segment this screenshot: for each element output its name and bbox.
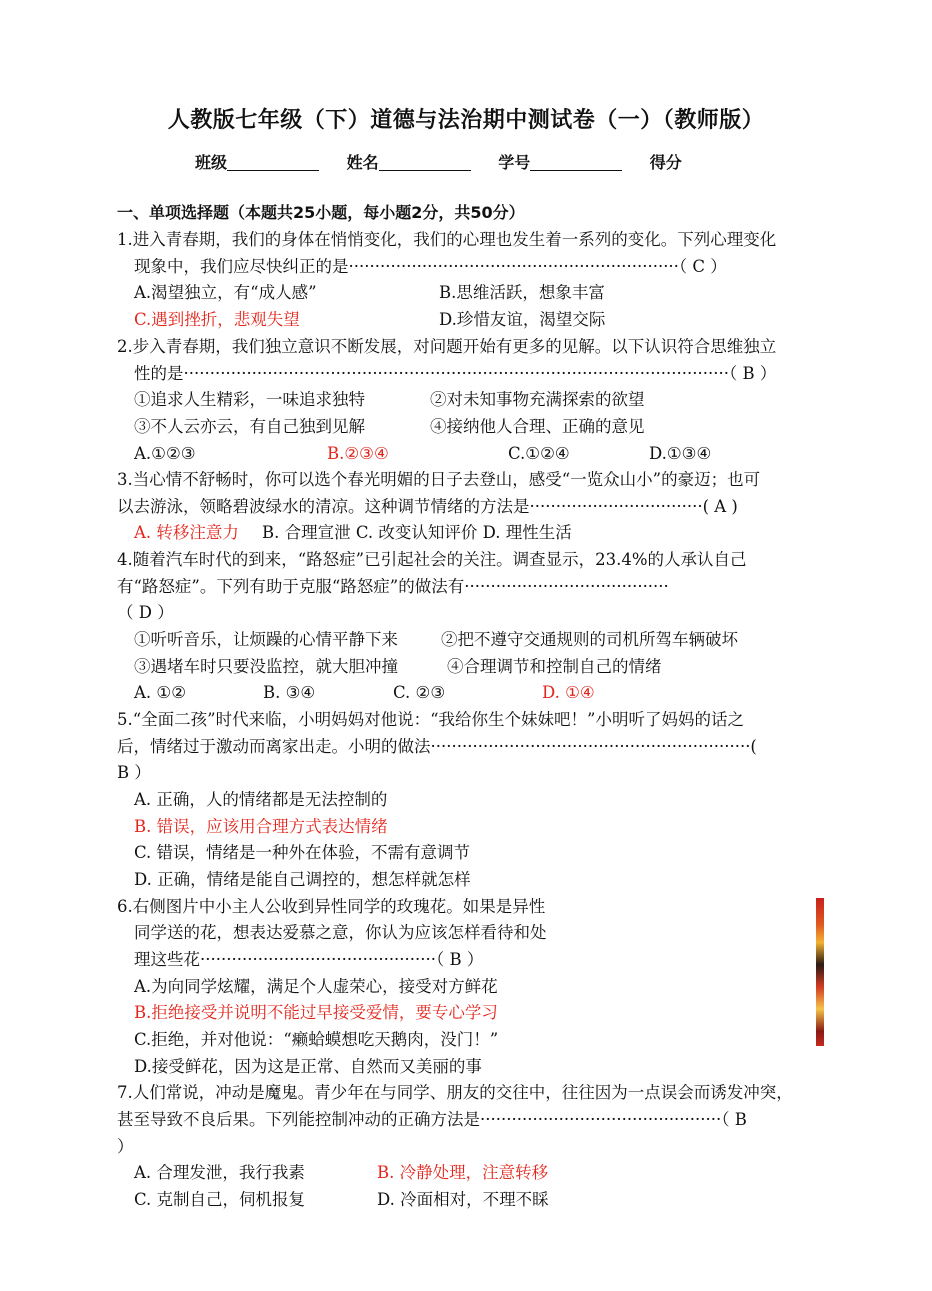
q1-option-c: C.遇到挫折，悲观失望 <box>134 310 300 329</box>
q4-option-d: D. ①④ <box>542 683 595 702</box>
score-label: 得分 <box>649 153 682 172</box>
class-label: 班级 <box>195 153 228 172</box>
q2-option-d: D.①③④ <box>649 444 712 463</box>
q7-answer: ） <box>117 1137 134 1156</box>
q3-option-a: A. 转移注意力 <box>134 523 239 542</box>
section-heading: 一、单项选择题（本题共25小题，每小题2分，共50分） <box>117 203 525 222</box>
q2-option-b: B.②③④ <box>327 444 389 463</box>
q2-statement-4: ④接纳他人合理、正确的意见 <box>430 417 645 436</box>
page-title: 人教版七年级（下）道德与法治期中测试卷（一）（教师版） <box>167 108 765 133</box>
q7-stem-line2: 甚至导致不良后果。下列能控制冲动的正确方法是··············································（ B <box>117 1110 747 1129</box>
q5-option-c: C. 错误，情绪是一种外在体验，不需有意调节 <box>134 843 471 862</box>
q1-option-a: A.渴望独立，有“成人感” <box>134 283 317 302</box>
q6-option-b: B.拒绝接受并说明不能过早接受爱情，要专心学习 <box>134 1003 498 1022</box>
q4-option-b: B. ③④ <box>263 683 316 702</box>
q3-options-rest: B. 合理宣泄 C. 改变认知评价 D. 理性生活 <box>262 523 572 542</box>
id-label: 学号 <box>498 153 531 172</box>
rose-picture <box>816 898 824 1046</box>
q2-stem-line2: 性的是········································································································（ B ） <box>134 364 777 383</box>
q5-option-b: B. 错误，应该用合理方式表达情绪 <box>134 817 388 836</box>
q6-option-a: A.为向同学炫耀，满足个人虚荣心，接受对方鲜花 <box>134 977 498 996</box>
q5-option-a: A. 正确，人的情绪都是无法控制的 <box>134 790 388 809</box>
q7-stem-line1: 7.人们常说，冲动是魔鬼。青少年在与同学、朋友的交往中，往往因为一点误会而诱发冲突， <box>117 1083 793 1102</box>
q6-stem-line2: 同学送的花，想表达爱慕之意，你认为应该怎样看待和处 <box>134 923 547 942</box>
q1-stem-line2: 现象中，我们应尽快纠正的是·······························································（ C ） <box>134 257 727 276</box>
q6-stem-line1: 6.右侧图片中小主人公收到异性同学的玫瑰花。如果是异性 <box>117 897 546 916</box>
q2-statement-3: ③不人云亦云，有自己独到见解 <box>134 417 365 436</box>
q5-answer: B ） <box>117 763 151 782</box>
q4-option-c: C. ②③ <box>393 683 446 702</box>
q3-stem-line1: 3.当心情不舒畅时，你可以选个春光明媚的日子去登山，感受“一览众山小”的豪迈；也可 <box>117 470 761 489</box>
student-info-row <box>195 150 682 173</box>
name-blank <box>379 154 471 171</box>
id-blank <box>530 154 622 171</box>
name-label: 姓名 <box>346 153 379 172</box>
q5-stem-line2: 后，情绪过于激动而离家出走。小明的做法·····························································( <box>117 737 757 756</box>
q2-statement-2: ②对未知事物充满探索的欲望 <box>430 390 645 409</box>
q5-stem-line1: 5.“全面二孩”时代来临，小明妈妈对他说：“我给你生个妹妹吧！”小明听了妈妈的话之 <box>117 710 744 729</box>
q4-statement-4: ④合理调节和控制自己的情绪 <box>447 657 662 676</box>
q2-statement-1: ①追求人生精彩，一味追求独特 <box>134 390 365 409</box>
q6-stem-line3: 理这些花·············································（ B ） <box>134 950 484 969</box>
class-blank <box>227 154 319 171</box>
q1-stem-line1: 1.进入青春期，我们的身体在悄悄变化，我们的心理也发生着一系列的变化。下列心理变化 <box>117 230 777 249</box>
q3-stem-line2: 以去游泳，领略碧波绿水的清凉。这种调节情绪的方法是·································( A ) <box>117 497 738 516</box>
q2-stem-line1: 2.步入青春期，我们独立意识不断发展，对问题开始有更多的见解。以下认识符合思维独立 <box>117 337 777 356</box>
q4-stem-line1: 4.随着汽车时代的到来，“路怒症”已引起社会的关注。调查显示，23.4%的人承认自己 <box>117 550 747 569</box>
q1-option-b: B.思维活跃，想象丰富 <box>439 283 605 302</box>
q7-option-c: C. 克制自己，伺机报复 <box>134 1190 306 1209</box>
q7-option-b: B. 冷静处理，注意转移 <box>377 1163 549 1182</box>
q6-option-c: C.拒绝，并对他说：“癞蛤蟆想吃天鹅肉，没门！” <box>134 1030 499 1049</box>
q4-answer: （ D ） <box>117 603 174 622</box>
q4-option-a: A. ①② <box>134 683 186 702</box>
q5-option-d: D. 正确，情绪是能自己调控的，想怎样就怎样 <box>134 870 471 889</box>
q1-option-d: D.珍惜友谊，渴望交际 <box>439 310 606 329</box>
q7-option-a: A. 合理发泄，我行我素 <box>134 1163 305 1182</box>
q4-stem-line2: 有“路怒症”。下列有助于克服“路怒症”的做法有······································· <box>117 577 669 596</box>
q4-statement-1: ①听听音乐，让烦躁的心情平静下来 <box>134 630 398 649</box>
q4-statement-3: ③遇堵车时只要没监控，就大胆冲撞 <box>134 657 398 676</box>
q4-statement-2: ②把不遵守交通规则的司机所驾车辆破坏 <box>441 630 738 649</box>
q2-option-a: A.①②③ <box>134 444 196 463</box>
q2-option-c: C.①②④ <box>508 444 570 463</box>
q6-option-d: D.接受鲜花，因为这是正常、自然而又美丽的事 <box>134 1057 482 1076</box>
q7-option-d: D. 冷面相对，不理不睬 <box>377 1190 549 1209</box>
